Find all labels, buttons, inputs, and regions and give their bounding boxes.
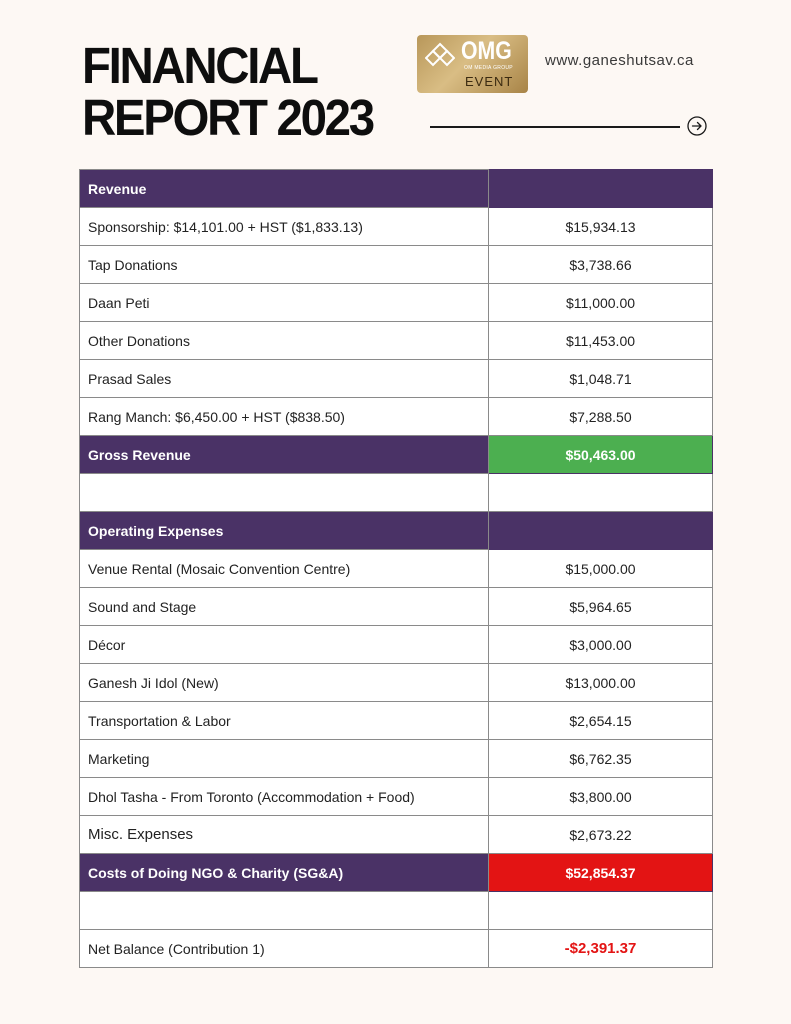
row-label: Transportation & Labor [80, 702, 489, 740]
gross-revenue-row [80, 436, 713, 474]
row-value: $2,654.15 [489, 702, 713, 740]
table-row [80, 246, 713, 284]
spacer-row [80, 474, 713, 512]
report-title [82, 37, 373, 146]
diamond-lattice-icon [425, 42, 455, 68]
row-label: Dhol Tasha - From Toronto (Accommodation + Food) [80, 778, 489, 816]
table-row [80, 284, 713, 322]
expenses-header-row [80, 512, 713, 550]
table-row [80, 398, 713, 436]
row-value: $13,000.00 [489, 664, 713, 702]
table-row [80, 816, 713, 854]
table-row [80, 740, 713, 778]
row-label: Ganesh Ji Idol (New) [80, 664, 489, 702]
row-value: $3,738.66 [489, 246, 713, 284]
table-row [80, 360, 713, 398]
spacer-cell [80, 474, 489, 512]
total-expenses-row [80, 854, 713, 892]
row-label: Marketing [80, 740, 489, 778]
row-value: $15,000.00 [489, 550, 713, 588]
net-balance-row [80, 930, 713, 968]
financial-report-table [79, 169, 713, 968]
table-row [80, 550, 713, 588]
table-row [80, 702, 713, 740]
arrow-right-circle-icon[interactable] [687, 116, 707, 136]
row-label: Décor [80, 626, 489, 664]
table-row [80, 778, 713, 816]
row-value: $11,000.00 [489, 284, 713, 322]
row-value: $7,288.50 [489, 398, 713, 436]
row-label: Sponsorship: $14,101.00 + HST ($1,833.13) [80, 208, 489, 246]
total-expenses-value: $52,854.37 [489, 854, 713, 892]
spacer-cell [489, 892, 713, 930]
logo-subtitle: OM MEDIA GROUP [464, 65, 513, 71]
title-line-2: REPORT 2023 [82, 89, 373, 146]
header-divider [430, 126, 680, 128]
row-value: $3,800.00 [489, 778, 713, 816]
website-link[interactable]: www.ganeshutsav.ca [545, 52, 694, 69]
omg-event-logo [417, 35, 528, 93]
table-row [80, 208, 713, 246]
row-label: Sound and Stage [80, 588, 489, 626]
row-value: $1,048.71 [489, 360, 713, 398]
row-value: $5,964.65 [489, 588, 713, 626]
row-label: Daan Peti [80, 284, 489, 322]
net-balance-value: -$2,391.37 [489, 930, 713, 968]
gross-revenue-label: Gross Revenue [80, 436, 489, 474]
table-row [80, 322, 713, 360]
row-value: $15,934.13 [489, 208, 713, 246]
gross-revenue-value: $50,463.00 [489, 436, 713, 474]
logo-tagline: EVENT [465, 74, 514, 89]
revenue-header: Revenue [80, 170, 489, 208]
spacer-cell [80, 892, 489, 930]
row-label: Tap Donations [80, 246, 489, 284]
row-value: $3,000.00 [489, 626, 713, 664]
table-row [80, 626, 713, 664]
expenses-header-value [489, 512, 713, 550]
row-label: Rang Manch: $6,450.00 + HST ($838.50) [80, 398, 489, 436]
row-label: Prasad Sales [80, 360, 489, 398]
row-value: $11,453.00 [489, 322, 713, 360]
spacer-row [80, 892, 713, 930]
row-label: Venue Rental (Mosaic Convention Centre) [80, 550, 489, 588]
revenue-header-value [489, 170, 713, 208]
expenses-header: Operating Expenses [80, 512, 489, 550]
table-row [80, 588, 713, 626]
logo-brand: OMG [461, 37, 512, 65]
total-expenses-label: Costs of Doing NGO & Charity (SG&A) [80, 854, 489, 892]
revenue-header-row [80, 170, 713, 208]
net-balance-label: Net Balance (Contribution 1) [80, 930, 489, 968]
row-label: Misc. Expenses [80, 816, 489, 854]
table-row [80, 664, 713, 702]
spacer-cell [489, 474, 713, 512]
row-value: $2,673.22 [489, 816, 713, 854]
row-label: Other Donations [80, 322, 489, 360]
row-value: $6,762.35 [489, 740, 713, 778]
title-line-1: FINANCIAL [82, 37, 317, 94]
